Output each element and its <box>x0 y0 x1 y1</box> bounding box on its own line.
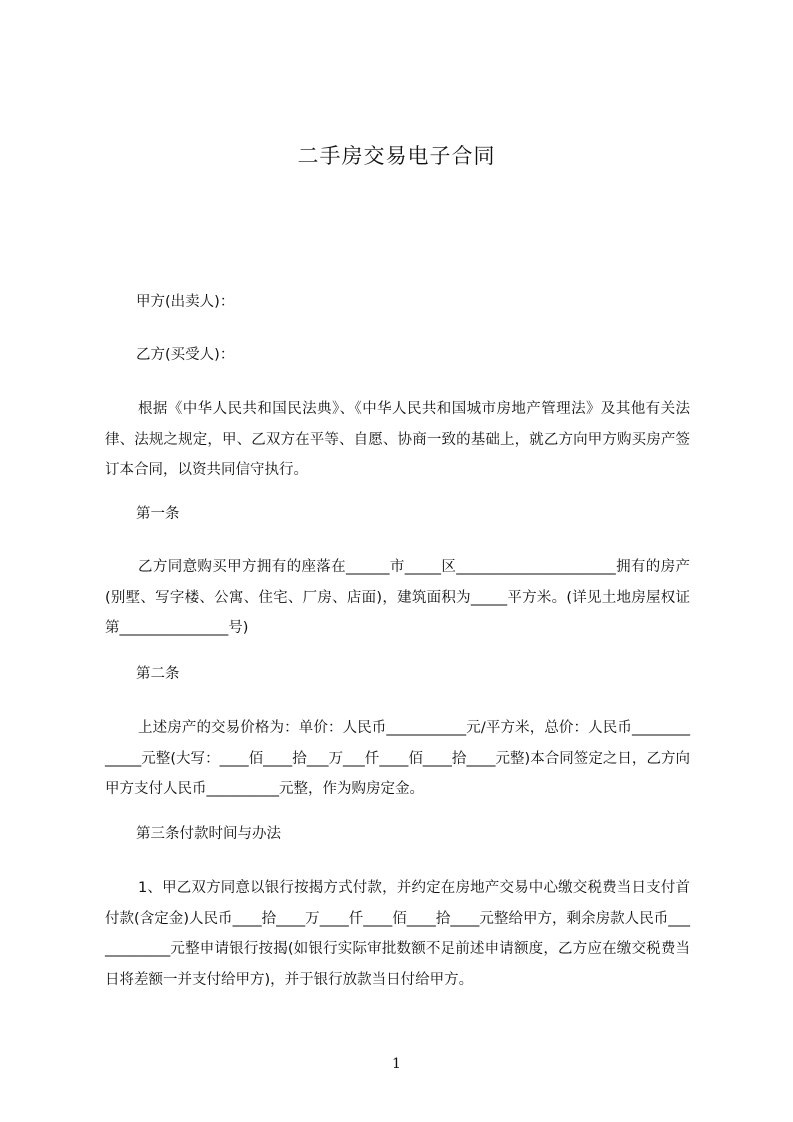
article-1-text: 乙方同意购买甲方拥有的座落在______市_____区______________________拥有的房产(别墅、写字楼、公寓、住宅、厂房、店面)，建筑面积为_____平方米。(详见土地房屋权证第_______________号) <box>105 559 690 636</box>
article-3-clause-1: 1、甲乙双方同意以银行按揭方式付款，并约定在房地产交易中心缴交税费当日支付首付款(含定金)人民币____拾____万____仟____佰____拾____元整给甲方，剩余房款人民币____________元整申请银行按揭(如银行实际审批数额不足前述申请额度，乙方应在缴交税费当日将差额一并支付给甲方)，并于银行放款当日付给甲方。 <box>105 880 690 988</box>
article-2-text: 上述房产的交易价格为：单价：人民币___________元/平方米，总价：人民币_____________元整(大写：____佰____拾___万___仟____佰____拾____元整)本合同签定之日，乙方向甲方支付人民币__________元整，作为购房定金。 <box>105 720 690 797</box>
preamble-paragraph: 根据《中华人民共和国民法典》、《中华人民共和国城市房地产管理法》及其他有关法律、法规之规定，甲、乙双方在平等、自愿、协商一致的基础上，就乙方向甲方购买房产签订本合同，以资共同信守执行。 <box>105 401 690 478</box>
article-1-heading: 第一条 <box>136 506 180 522</box>
page-number: 1 <box>392 1056 401 1072</box>
party-a-label: 甲方(出卖人)： <box>136 294 235 310</box>
party-b-label: 乙方(买受人)： <box>136 347 235 363</box>
document-title: 二手房交易电子合同 <box>297 144 496 168</box>
article-2-heading: 第二条 <box>136 666 180 682</box>
article-3-heading: 第三条付款时间与办法 <box>136 826 281 842</box>
